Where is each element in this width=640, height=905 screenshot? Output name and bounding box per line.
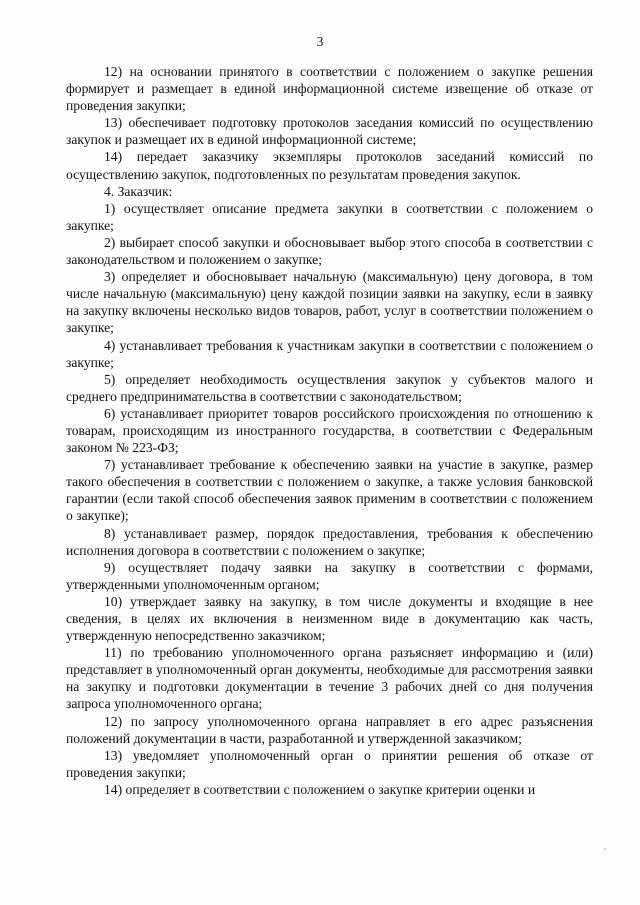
customer-item-14: 14) определяет в соответствии с положением о закупке критерии оценки и — [104, 781, 536, 797]
customer-item-6: 6) устанавливает приоритет товаров российского происхождения по отношению к товарам, происходящим из иностранного государства, в соответствии с Федеральным законом № 223-ФЗ; — [66, 405, 593, 456]
customer-item-2: 2) выбирает способ закупки и обосновывает выбор этого способа в соответствии с законодательством и положением о закупке; — [66, 234, 593, 268]
customer-item-4: 4) устанавливает требования к участникам закупки в соответствии с положением о закупке; — [66, 337, 593, 370]
customer-item-1: 1) осуществляет описание предмета закупки в соответствии с положением о закупке; — [66, 200, 593, 233]
customer-item-3: 3) определяет и обосновывает начальную (максимальную) цену договора, в том числе начальную (максимальную) цену каждой позиции заявки на закупку, если в заявку на закупку включены несколько видов товаров, работ, услуг в соответствии положением о закупке; — [66, 269, 593, 336]
customer-item-7: 7) устанавливает требование к обеспечению заявки на участие в закупке, размер такого обеспечения в соответствии с положением о закупке, а также условия банковской гарантии (если такой способ обеспечения заявок применим в соответствии с положением о закупке); — [66, 457, 593, 524]
section-heading-customer: 4. Заказчик: — [104, 183, 173, 199]
paragraph-item-12: 12) на основании принятого в соответствии с положением о закупке решения формирует и размещает в единой информационной системе извещение об отказе от проведения закупки; — [66, 64, 593, 114]
document-body — [66, 63, 593, 798]
customer-item-5: 5) определяет необходимость осуществления закупок у субъектов малого и среднего предпринимательства в соответствии с законодательством; — [66, 371, 593, 404]
customer-item-12: 12) по запросу уполномоченного органа направляет в его адрес разъяснения положений документации в части, разработанной и утвержденной заказчиком; — [66, 713, 593, 746]
paragraph-item-14: 14) передает заказчику экземпляры протоколов заседаний комиссий по осуществлению закупок, подготовленных по результатам проведения закупок. — [66, 149, 593, 182]
customer-item-13: 13) уведомляет уполномоченный орган о принятии решения об отказе от проведения закупки; — [66, 747, 593, 780]
page-number: 3 — [316, 34, 324, 49]
paragraph-item-13: 13) обеспечивает подготовку протоколов заседания комиссий по осуществлению закупок и размещает их в единой информационной системе; — [66, 115, 593, 148]
customer-item-8: 8) устанавливает размер, порядок предоставления, требования к обеспечению исполнения договора в соответствии с положением о закупке; — [66, 525, 593, 558]
customer-item-11: 11) по требованию уполномоченного органа разъясняет информацию и (или) представляет в уполномоченный орган документы, необходимые для рассмотрения заявки на закупку и подготовки документации в течение 3 рабочих дней со дня получения запроса уполномоченного органа; — [66, 645, 593, 712]
scan-speck — [604, 848, 606, 850]
customer-item-10: 10) утверждает заявку на закупку, в том числе документы и входящие в нее сведения, в целях их включения в неизменном виде в документацию как часть, утвержденную непосредственно заказчиком; — [66, 593, 593, 644]
customer-item-9: 9) осуществляет подачу заявки на закупку в соответствии с формами, утвержденными уполномоченным органом; — [66, 559, 593, 592]
